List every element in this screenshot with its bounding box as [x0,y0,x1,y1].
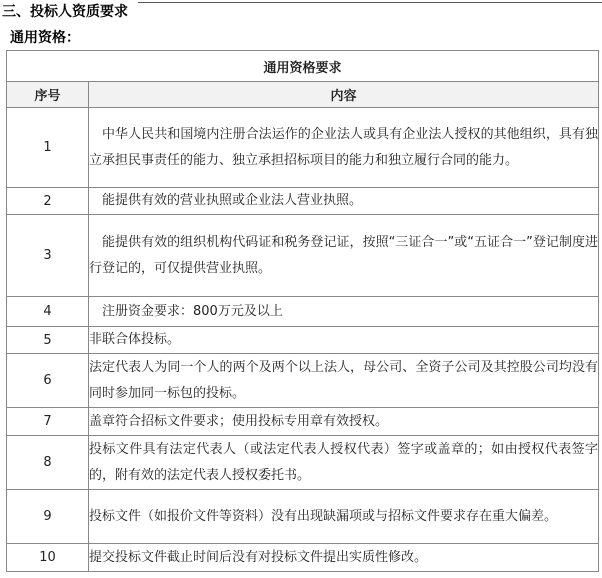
row-content: 投标文件（如报价文件等资料）没有出现缺漏项或与招标文件要求存在重大偏差。 [89,490,599,544]
row-number: 10 [7,544,89,572]
table-row [7,354,599,408]
row-content: 投标文件具有法定代表人（或法定代表人授权代表）签字或盖章的；如由授权代表签字的，附有效的法定代表人授权委托书。 [89,436,599,490]
row-number: 7 [7,408,89,436]
header-index: 序号 [7,82,89,108]
table-row [7,188,599,215]
row-number: 5 [7,327,89,354]
row-number: 6 [7,354,89,408]
table-row [7,544,599,572]
row-number: 9 [7,490,89,544]
row-content: 提交投标文件截止时间后没有对投标文件提出实质性修改。 [89,544,599,572]
row-content: 盖章符合招标文件要求；使用投标专用章有效授权。 [89,408,599,436]
table-row [7,408,599,436]
subsection-title: 通用资格： [10,30,80,46]
section-divider [138,2,602,3]
header-content: 内容 [89,82,599,108]
table-row [7,327,599,354]
row-number: 2 [7,188,89,215]
table-row [7,108,599,188]
row-number: 1 [7,108,89,188]
table-row [7,490,599,544]
row-content: 非联合体投标。 [89,327,599,354]
row-number: 3 [7,215,89,297]
table-row [7,297,599,327]
row-number: 8 [7,436,89,490]
table-row [7,436,599,490]
requirements-table [6,50,599,572]
row-content: 中华人民共和国境内注册合法运作的企业法人或具有企业法人授权的其他组织，具有独立承担民事责任的能力、独立承担招标项目的能力和独立履行合同的能力。 [89,108,599,188]
table-row [7,215,599,297]
row-content: 注册资金要求：800万元及以上 [89,297,599,327]
row-number: 4 [7,297,89,327]
section-title: 三、投标人资质要求 [2,4,128,20]
table-caption: 通用资格要求 [7,51,599,82]
row-content: 法定代表人为同一个人的两个及两个以上法人，母公司、全资子公司及其控股公司均没有同时参加同一标包的投标。 [89,354,599,408]
row-content: 能提供有效的组织机构代码证和税务登记证，按照“三证合一”或“五证合一”登记制度进行登记的，可仅提供营业执照。 [89,215,599,297]
row-content: 能提供有效的营业执照或企业法人营业执照。 [89,188,599,215]
table-header-row [7,82,599,108]
